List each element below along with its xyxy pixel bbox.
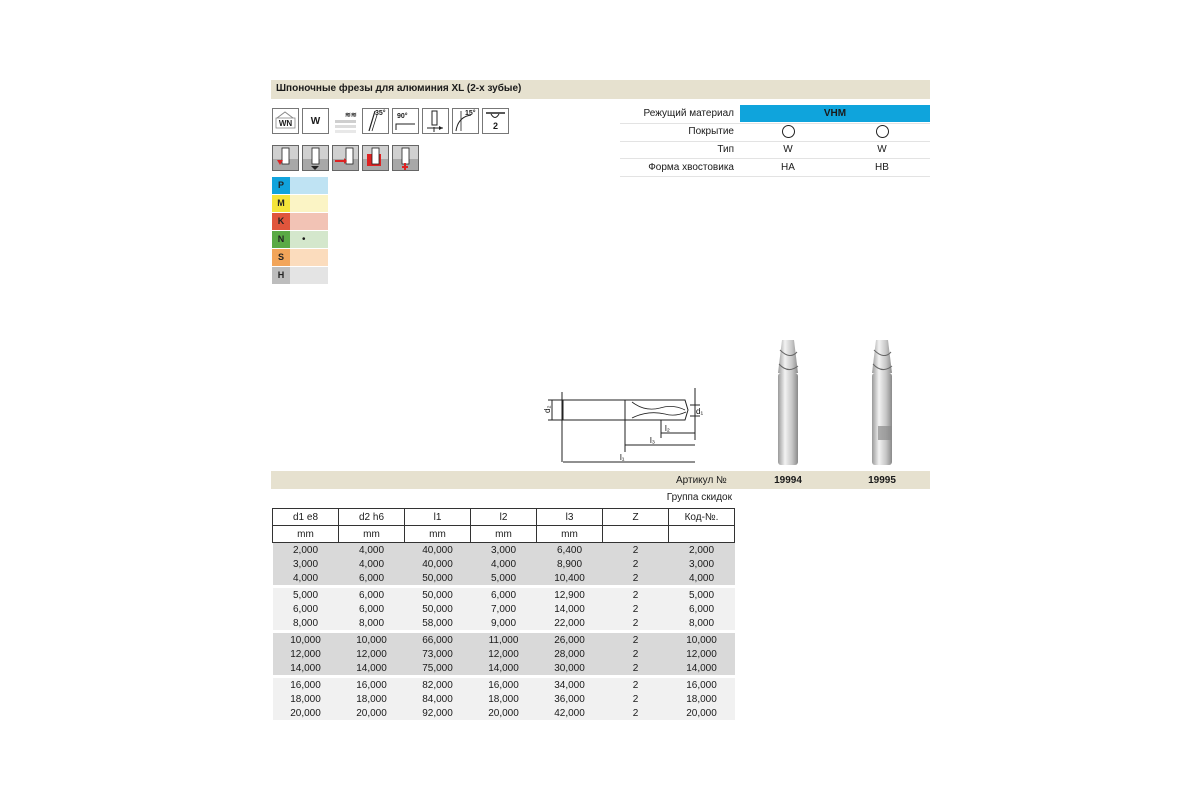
table-row [273, 571, 735, 585]
type-value: W [783, 144, 793, 155]
table-body [273, 543, 735, 721]
table-cell: 18,000 [273, 692, 339, 706]
material-letter: K [272, 213, 290, 230]
table-cell: 5,000 [471, 571, 537, 585]
divider [620, 123, 930, 124]
table-cell: 18,000 [471, 692, 537, 706]
table-cell: 50,000 [405, 571, 471, 585]
plunge-milling-icon [302, 145, 329, 171]
table-row [273, 661, 735, 675]
table-cell: 73,000 [405, 647, 471, 661]
tolerance-angle-icon [452, 108, 479, 134]
table-cell: 50,000 [405, 588, 471, 602]
table-cell: 14,000 [669, 661, 735, 675]
unit-cell [669, 526, 735, 543]
article-bar [271, 471, 930, 489]
column-header: l1 [405, 509, 471, 526]
table-cell: 2 [603, 661, 669, 675]
column-header: Z [603, 509, 669, 526]
table-cell: 2 [603, 647, 669, 661]
l3-label: l₃ [650, 436, 656, 445]
material-letter: H [272, 267, 290, 284]
tool-image-ha [770, 338, 806, 468]
table-cell: 75,000 [405, 661, 471, 675]
side-milling-icon [332, 145, 359, 171]
table-cell: 84,000 [405, 692, 471, 706]
table-cell: 10,000 [273, 633, 339, 647]
unit-cell [603, 526, 669, 543]
material-letter: P [272, 177, 290, 194]
table-cell: 28,000 [537, 647, 603, 661]
wn-standard-icon [272, 108, 299, 134]
table-cell: 20,000 [471, 706, 537, 720]
table-cell: 3,000 [669, 557, 735, 571]
table-row [273, 678, 735, 692]
table-cell: 12,000 [339, 647, 405, 661]
table-cell: 18,000 [339, 692, 405, 706]
title-bar [271, 80, 930, 99]
material-letter: S [272, 249, 290, 266]
w-type-icon [302, 108, 329, 134]
table-cell: 36,000 [537, 692, 603, 706]
table-cell: 8,000 [669, 616, 735, 630]
column-header: Код-№. [669, 509, 735, 526]
table-cell: 2 [603, 588, 669, 602]
article-number: 19995 [868, 475, 896, 486]
table-cell: 6,400 [537, 543, 603, 558]
l2-label: l₂ [665, 424, 670, 433]
table-row [273, 692, 735, 706]
slot-milling-icon [272, 145, 299, 171]
dimensions-table [272, 508, 735, 720]
table-row [273, 647, 735, 661]
table-cell: 8,000 [273, 616, 339, 630]
table-cell: 2 [603, 706, 669, 720]
divider [620, 176, 930, 177]
material-row-k [272, 213, 328, 230]
coating-label: Покрытие [688, 126, 734, 137]
cutting-material-label: Режущий материал [643, 108, 734, 119]
table-cell: 30,000 [537, 661, 603, 675]
table-units-row [273, 526, 735, 543]
no-coating-icon [876, 125, 889, 138]
table-cell: 4,000 [273, 571, 339, 585]
tolerance-angle-value: 15° [465, 110, 476, 117]
table-cell: 50,000 [405, 602, 471, 616]
discount-group-label: Группа скидок [666, 492, 732, 503]
table-cell: 14,000 [471, 661, 537, 675]
table-cell: 2 [603, 616, 669, 630]
table-cell: 14,000 [339, 661, 405, 675]
table-cell: 6,000 [339, 602, 405, 616]
table-row [273, 588, 735, 602]
table-cell: 7,000 [471, 602, 537, 616]
table-cell: 16,000 [669, 678, 735, 692]
table-header-row [273, 509, 735, 526]
w-icon-label: W [310, 116, 321, 127]
cutting-material-badge [740, 105, 930, 122]
table-cell: 8,000 [339, 616, 405, 630]
shank-value: HA [781, 162, 795, 173]
table-cell: 66,000 [405, 633, 471, 647]
table-cell: 12,000 [273, 647, 339, 661]
table-cell: 14,000 [537, 602, 603, 616]
table-cell: 20,000 [273, 706, 339, 720]
divider [620, 141, 930, 142]
table-cell: 34,000 [537, 678, 603, 692]
table-cell: 10,000 [669, 633, 735, 647]
column-header: d1 e8 [273, 509, 339, 526]
table-row [273, 543, 735, 558]
point-angle-icon [392, 108, 419, 134]
table-cell: 12,000 [471, 647, 537, 661]
table-cell: 26,000 [537, 633, 603, 647]
pocket-milling-icon [362, 145, 389, 171]
table-cell: 22,000 [537, 616, 603, 630]
table-cell: 2 [603, 571, 669, 585]
unit-cell: mm [405, 526, 471, 543]
table-cell: 8,900 [537, 557, 603, 571]
table-cell: 4,000 [339, 557, 405, 571]
table-cell: 16,000 [273, 678, 339, 692]
table-cell: 20,000 [339, 706, 405, 720]
table-cell: 9,000 [471, 616, 537, 630]
table-cell: 4,000 [669, 571, 735, 585]
material-mark: • [302, 234, 306, 245]
shank-label: Форма хвостовика [648, 162, 734, 173]
table-row [273, 706, 735, 720]
article-number: 19994 [774, 475, 802, 486]
column-header: d2 h6 [339, 509, 405, 526]
table-cell: 6,000 [339, 571, 405, 585]
table-cell: 12,900 [537, 588, 603, 602]
no-coating-icon [782, 125, 795, 138]
table-cell: 6,000 [669, 602, 735, 616]
table-row [273, 602, 735, 616]
helix-angle-value: 35° [375, 110, 386, 117]
table-cell: 4,000 [471, 557, 537, 571]
unit-cell: mm [273, 526, 339, 543]
material-row-p [272, 177, 328, 194]
table-cell: 2,000 [273, 543, 339, 558]
table-cell: 2 [603, 692, 669, 706]
table-cell: 6,000 [273, 602, 339, 616]
table-cell: 11,000 [471, 633, 537, 647]
table-cell: 5,000 [273, 588, 339, 602]
drilling-icon [392, 145, 419, 171]
page-title: Шпоночные фрезы для алюминия XL (2-х зубые) [276, 83, 522, 94]
material-row-m [272, 195, 328, 212]
table-cell: 16,000 [471, 678, 537, 692]
table-cell: 12,000 [669, 647, 735, 661]
table-cell: 40,000 [405, 543, 471, 558]
material-row-n [272, 231, 328, 248]
article-label: Артикул № [676, 475, 727, 486]
column-header: l3 [537, 509, 603, 526]
table-cell: 6,000 [471, 588, 537, 602]
cutting-material-value: VHM [823, 108, 847, 119]
unit-cell: mm [537, 526, 603, 543]
wn-icon-label: WN [278, 119, 293, 128]
table-cell: 42,000 [537, 706, 603, 720]
l1-label: l₁ [620, 453, 625, 462]
table-cell: 6,000 [339, 588, 405, 602]
table-cell: 3,000 [471, 543, 537, 558]
center-cutting-icon [422, 108, 449, 134]
svg-text:≋≋: ≋≋ [345, 112, 357, 119]
table-cell: 2,000 [669, 543, 735, 558]
table-row [273, 616, 735, 630]
table-cell: 5,000 [669, 588, 735, 602]
table-cell: 40,000 [405, 557, 471, 571]
table-cell: 14,000 [273, 661, 339, 675]
table-cell: 2 [603, 602, 669, 616]
dimension-drawing [540, 380, 710, 470]
table-cell: 2 [603, 633, 669, 647]
d2-label: d₂ [543, 405, 552, 413]
d1-label: d₁ [696, 407, 704, 416]
table-cell: 3,000 [273, 557, 339, 571]
type-label: Тип [717, 144, 734, 155]
flute-count-value: 2 [492, 121, 498, 131]
material-letter: N [272, 231, 290, 248]
unit-cell: mm [471, 526, 537, 543]
table-cell: 58,000 [405, 616, 471, 630]
table-cell: 2 [603, 678, 669, 692]
point-angle-value: 90° [397, 113, 408, 120]
divider [620, 158, 930, 159]
material-row-s [272, 249, 328, 266]
tool-image-hb [864, 338, 900, 468]
table-cell: 16,000 [339, 678, 405, 692]
table-row [273, 557, 735, 571]
table-cell: 2 [603, 557, 669, 571]
table-cell: 18,000 [669, 692, 735, 706]
table-cell: 20,000 [669, 706, 735, 720]
table-row [273, 633, 735, 647]
material-letter: M [272, 195, 290, 212]
table-cell: 10,000 [339, 633, 405, 647]
table-cell: 82,000 [405, 678, 471, 692]
surface-finish-icon [332, 108, 359, 134]
table-cell: 4,000 [339, 543, 405, 558]
table-cell: 10,400 [537, 571, 603, 585]
table-cell: 92,000 [405, 706, 471, 720]
unit-cell: mm [339, 526, 405, 543]
helix-angle-icon [362, 108, 389, 134]
material-row-h [272, 267, 328, 284]
flute-count-icon [482, 108, 509, 134]
shank-value: HB [875, 162, 889, 173]
column-header: l2 [471, 509, 537, 526]
table-cell: 2 [603, 543, 669, 558]
type-value: W [877, 144, 887, 155]
